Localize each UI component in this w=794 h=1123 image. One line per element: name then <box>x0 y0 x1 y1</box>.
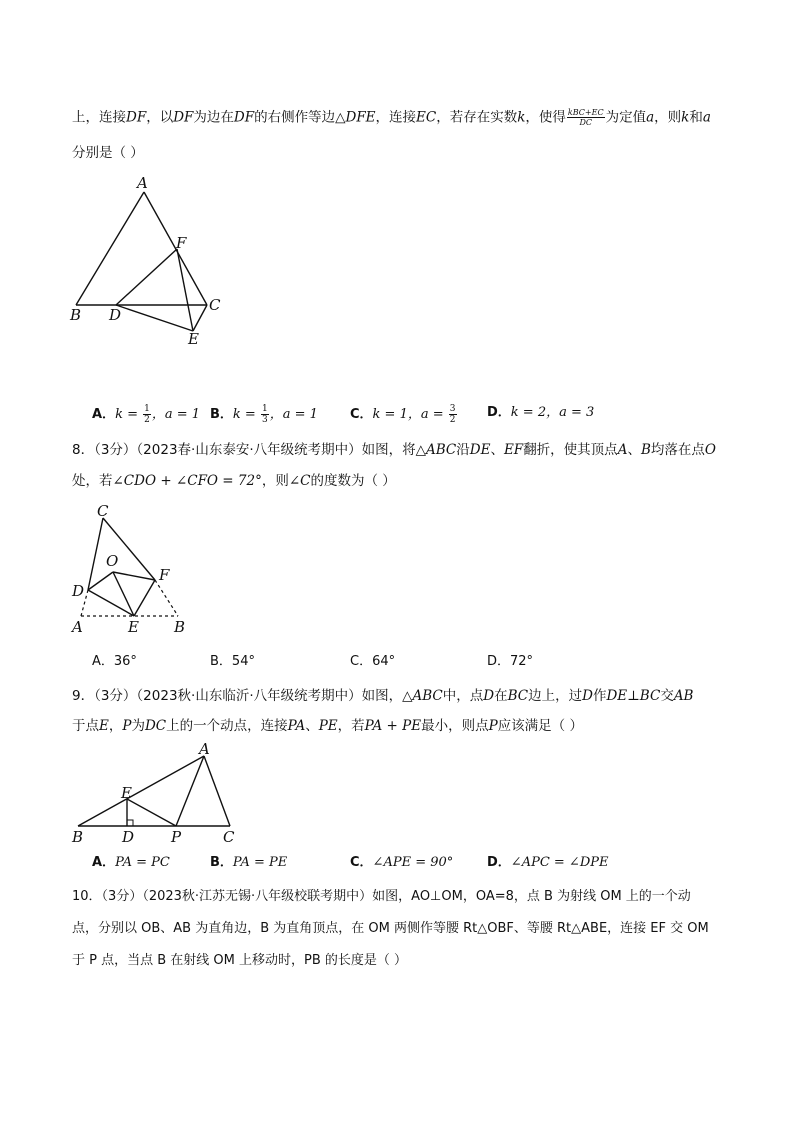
q7-label-d: D <box>109 306 122 324</box>
q8-label-e: E <box>128 618 139 636</box>
q7-option-a[interactable]: A．k = $\frac{1}{2}$，a = 1 <box>92 404 201 425</box>
q10-stem-line-3: 于 P 点，当点 B 在射线 OM 上移动时，PB 的长度是（ ） <box>72 953 408 968</box>
q8-label-a: A <box>72 618 83 636</box>
q8-label-d: D <box>72 582 85 600</box>
q7-label-e: E <box>188 330 199 348</box>
q9-option-d[interactable]: D．∠APC = ∠DPE <box>487 855 609 870</box>
q9-label-e: E <box>121 784 132 802</box>
q9-label-p: P <box>171 828 182 846</box>
q8-stem-line-2: 处，若∠CDO + ∠CFO = 72°，则∠C的度数为（ ） <box>72 473 396 489</box>
q9-label-c: C <box>223 828 235 846</box>
q8-option-c[interactable]: C．64° <box>350 654 396 669</box>
q7-option-b[interactable]: B．k = $\frac{1}{3}$，a = 1 <box>210 404 318 425</box>
q8-label-b: B <box>174 618 186 636</box>
q9-option-a[interactable]: A．PA = PC <box>92 855 170 870</box>
q9-option-b[interactable]: B．PA = PE <box>210 855 288 870</box>
q7-option-d[interactable]: D．k = 2，a = 3 <box>487 405 595 420</box>
q9-label-a: A <box>199 740 210 758</box>
q9-stem-line-1: 9．（3分）（2023秋·山东临沂·八年级统考期中）如图，△ABC中，点D在BC边上，过D作DE⊥BC交AB <box>72 688 694 704</box>
q7-label-f: F <box>176 234 187 252</box>
q8-option-a[interactable]: A．36° <box>92 654 137 669</box>
q7-stem-line-1: 上，连接DF，以DF为边在DF的右侧作等边△DFE，连接EC，若存在实数k，使得 $\frac{\text{kBC+EC}}{DC}$ 为定值a，则k和a <box>72 108 711 127</box>
q9-label-b: B <box>72 828 84 846</box>
q9-option-c[interactable]: C．∠APE = 90° <box>350 855 454 870</box>
q7-stem-line-2: 分别是（ ） <box>72 145 144 161</box>
q8-option-b[interactable]: B．54° <box>210 654 255 669</box>
q8-figure <box>66 500 196 640</box>
q7-figure <box>60 170 240 350</box>
q8-option-d[interactable]: D．72° <box>487 654 534 669</box>
q10-stem-line-2: 点，分别以 OB、AB 为直角边，B 为直角顶点，在 OM 两侧作等腰 Rt△OBF、等腰 Rt△ABE，连接 EF 交 OM <box>72 921 709 936</box>
q8-label-o: O <box>106 552 119 570</box>
q9-stem-line-2: 于点E，P为DC上的一个动点，连接PA、PE，若PA + PE最小，则点P应该满足（ ） <box>72 718 583 734</box>
q9-label-d: D <box>122 828 135 846</box>
q8-label-c: C <box>97 502 109 520</box>
q8-stem-line-1: 8．（3分）（2023春·山东泰安·八年级统考期中）如图，将△ABC沿DE、EF翻折，使其顶点A、B均落在点O <box>72 442 716 458</box>
q7-option-c[interactable]: C．k = 1，a = $\frac{3}{2}$ <box>350 404 456 425</box>
q10-stem-line-1: 10．（3分）（2023秋·江苏无锡·八年级校联考期中）如图，AO⊥OM，OA=8，点 B 为射线 OM 上的一个动 <box>72 889 691 904</box>
q9-figure <box>66 742 246 847</box>
q7-fraction: $\frac{\text{kBC+EC}}{DC}$ <box>567 108 604 127</box>
q7-label-c: C <box>209 296 221 314</box>
q7-label-a: A <box>137 174 148 192</box>
q8-label-f: F <box>159 566 170 584</box>
q7-label-b: B <box>70 306 82 324</box>
